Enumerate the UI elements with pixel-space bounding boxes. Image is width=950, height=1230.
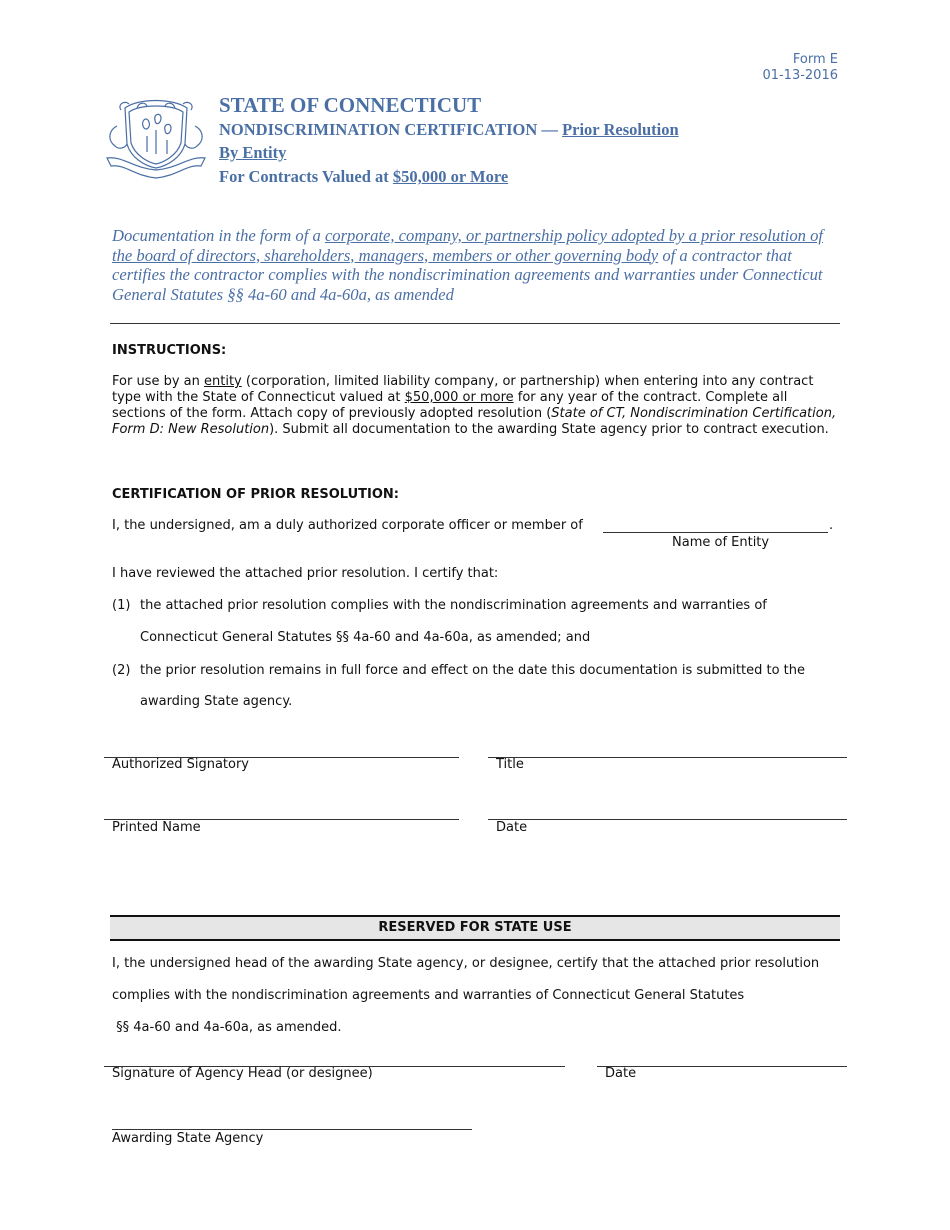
intro-paragraph [112, 226, 840, 304]
title-label: Title [496, 757, 524, 772]
intro-suffix: of a contractor that certifies the contractor complies with the nondiscrimination agreements and warranties under Connecticut General Statutes §§ 4a-60 and 4a-60a, as amended [112, 245, 823, 304]
title-field[interactable] [488, 757, 847, 758]
entity-name-label: Name of Entity [672, 535, 770, 550]
contract-value-prefix: For Contracts Valued at [219, 167, 393, 186]
state-use-heading: RESERVED FOR STATE USE [110, 915, 840, 941]
instructions-text [112, 374, 840, 438]
instructions-part2: (corporation, limited liability company, or partnership) when entering into any contract type with the State of Connecticut valued at [112, 374, 814, 405]
item1-line1: the attached prior resolution complies with the nondiscrimination agreements and warranties of [140, 598, 767, 613]
reviewed-statement: I have reviewed the attached prior resolution. I certify that: [112, 566, 499, 581]
form-header [219, 92, 679, 188]
contract-value-title [219, 165, 679, 188]
authorized-signatory-label: Authorized Signatory [112, 757, 249, 772]
state-use-line3: §§ 4a-60 and 4a-60a, as amended. [112, 1020, 342, 1035]
intro-underlined: corporate, company, or partnership policy adopted by a prior resolution of the board of directors, shareholders, managers, members or other governing body [112, 226, 824, 265]
section-divider [110, 323, 840, 324]
item2-line2: awarding State agency. [140, 694, 293, 709]
instructions-part4: ). Submit all documentation to the awarding State agency prior to contract execution. [269, 422, 829, 437]
certification-title [219, 118, 679, 164]
by-entity-text: By Entity [219, 143, 287, 162]
certification-prefix: NONDISCRIMINATION CERTIFICATION — [219, 120, 563, 139]
item1-number: (1) [112, 598, 131, 613]
instructions-heading: INSTRUCTIONS: [112, 343, 227, 358]
form-date: 01-13-2016 [762, 68, 838, 83]
prior-resolution-text: Prior Resolution [562, 120, 679, 139]
amount-term: $50,000 or more [404, 390, 514, 405]
agency-date-label: Date [605, 1066, 637, 1081]
state-seal-icon [103, 96, 209, 182]
instructions-part1: For use by an [112, 374, 205, 389]
agency-head-label: Signature of Agency Head (or designee) [112, 1066, 373, 1081]
state-title: STATE OF CONNECTICUT [219, 93, 482, 117]
form-identifier [762, 52, 838, 84]
item2-number: (2) [112, 663, 131, 678]
entity-term: entity [204, 374, 242, 389]
form-d-reference: State of CT, Nondiscrimination Certification, Form D: New Resolution [112, 406, 837, 437]
date-field[interactable] [488, 819, 847, 820]
printed-name-label: Printed Name [112, 820, 201, 835]
form-number: Form E [792, 52, 838, 67]
item1-line2: Connecticut General Statutes §§ 4a-60 and 4a-60a, as amended; and [140, 630, 591, 645]
entity-name-field[interactable] [603, 532, 828, 533]
instructions-part3: for any year of the contract. Complete all sections of the form. Attach copy of previously adopted resolution ( [112, 390, 788, 421]
state-use-line2: complies with the nondiscrimination agreements and warranties of Connecticut General Statutes [112, 988, 745, 1003]
awarding-agency-label: Awarding State Agency [112, 1131, 264, 1146]
certification-heading: CERTIFICATION OF PRIOR RESOLUTION: [112, 487, 399, 502]
period: . [829, 518, 834, 533]
intro-prefix: Documentation in the form of a [112, 226, 325, 245]
contract-value-amount: $50,000 or More [392, 167, 509, 186]
officer-statement: I, the undersigned, am a duly authorized corporate officer or member of [112, 518, 583, 533]
date-label: Date [496, 820, 528, 835]
awarding-agency-field[interactable] [112, 1129, 472, 1130]
state-use-line1: I, the undersigned head of the awarding State agency, or designee, certify that the attached prior resolution [112, 956, 820, 971]
item2-line1: the prior resolution remains in full force and effect on the date this documentation is submitted to the [140, 663, 805, 678]
